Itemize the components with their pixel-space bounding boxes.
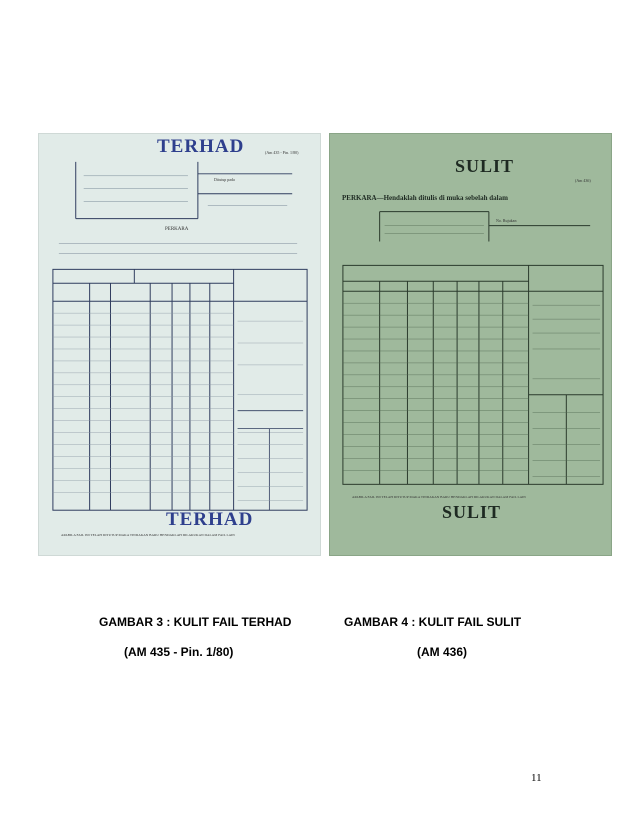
form-footer: APABILA FAIL INI TELAH DITUTUP MAKA TINDAKAN BARU HENDAKLAH DILAKUKAN DALAM FAIL LAIN [61,533,235,537]
form-code: (Am 436) [575,178,591,183]
form-footer: APABILA FAIL INI TELAH DITUTUP MAKA TINDAKAN BARU HENDAKLAH DILAKUKAN DALAM FAIL LAIN [352,495,526,499]
terhad-stamp-top: TERHAD [157,136,245,157]
sulit-stamp-bottom: SULIT [442,502,502,522]
form-code: (Am 435 - Pin. 1/80) [265,150,299,155]
caption-figure-3: GAMBAR 3 : KULIT FAIL TERHAD [99,615,292,629]
sulit-file-cover-image [329,133,612,556]
closed-on-label: Ditutup pada [214,177,235,182]
reference-no-label: No. Rujukan [496,218,517,223]
subcaption-figure-4: (AM 436) [417,645,468,659]
sulit-stamp-top: SULIT [455,156,515,176]
page-number: 11 [531,772,542,784]
form-heading: PERKARA—Hendaklah ditulis di muka sebelah dalam [342,194,508,202]
terhad-stamp-bottom: TERHAD [166,509,254,530]
subject-label: PERKARA [165,227,189,232]
subcaption-figure-3: (AM 435 - Pin. 1/80) [124,645,234,659]
terhad-form-lines [39,134,320,555]
caption-figure-4: GAMBAR 4 : KULIT FAIL SULIT [344,615,522,629]
terhad-file-cover-image [38,133,321,556]
